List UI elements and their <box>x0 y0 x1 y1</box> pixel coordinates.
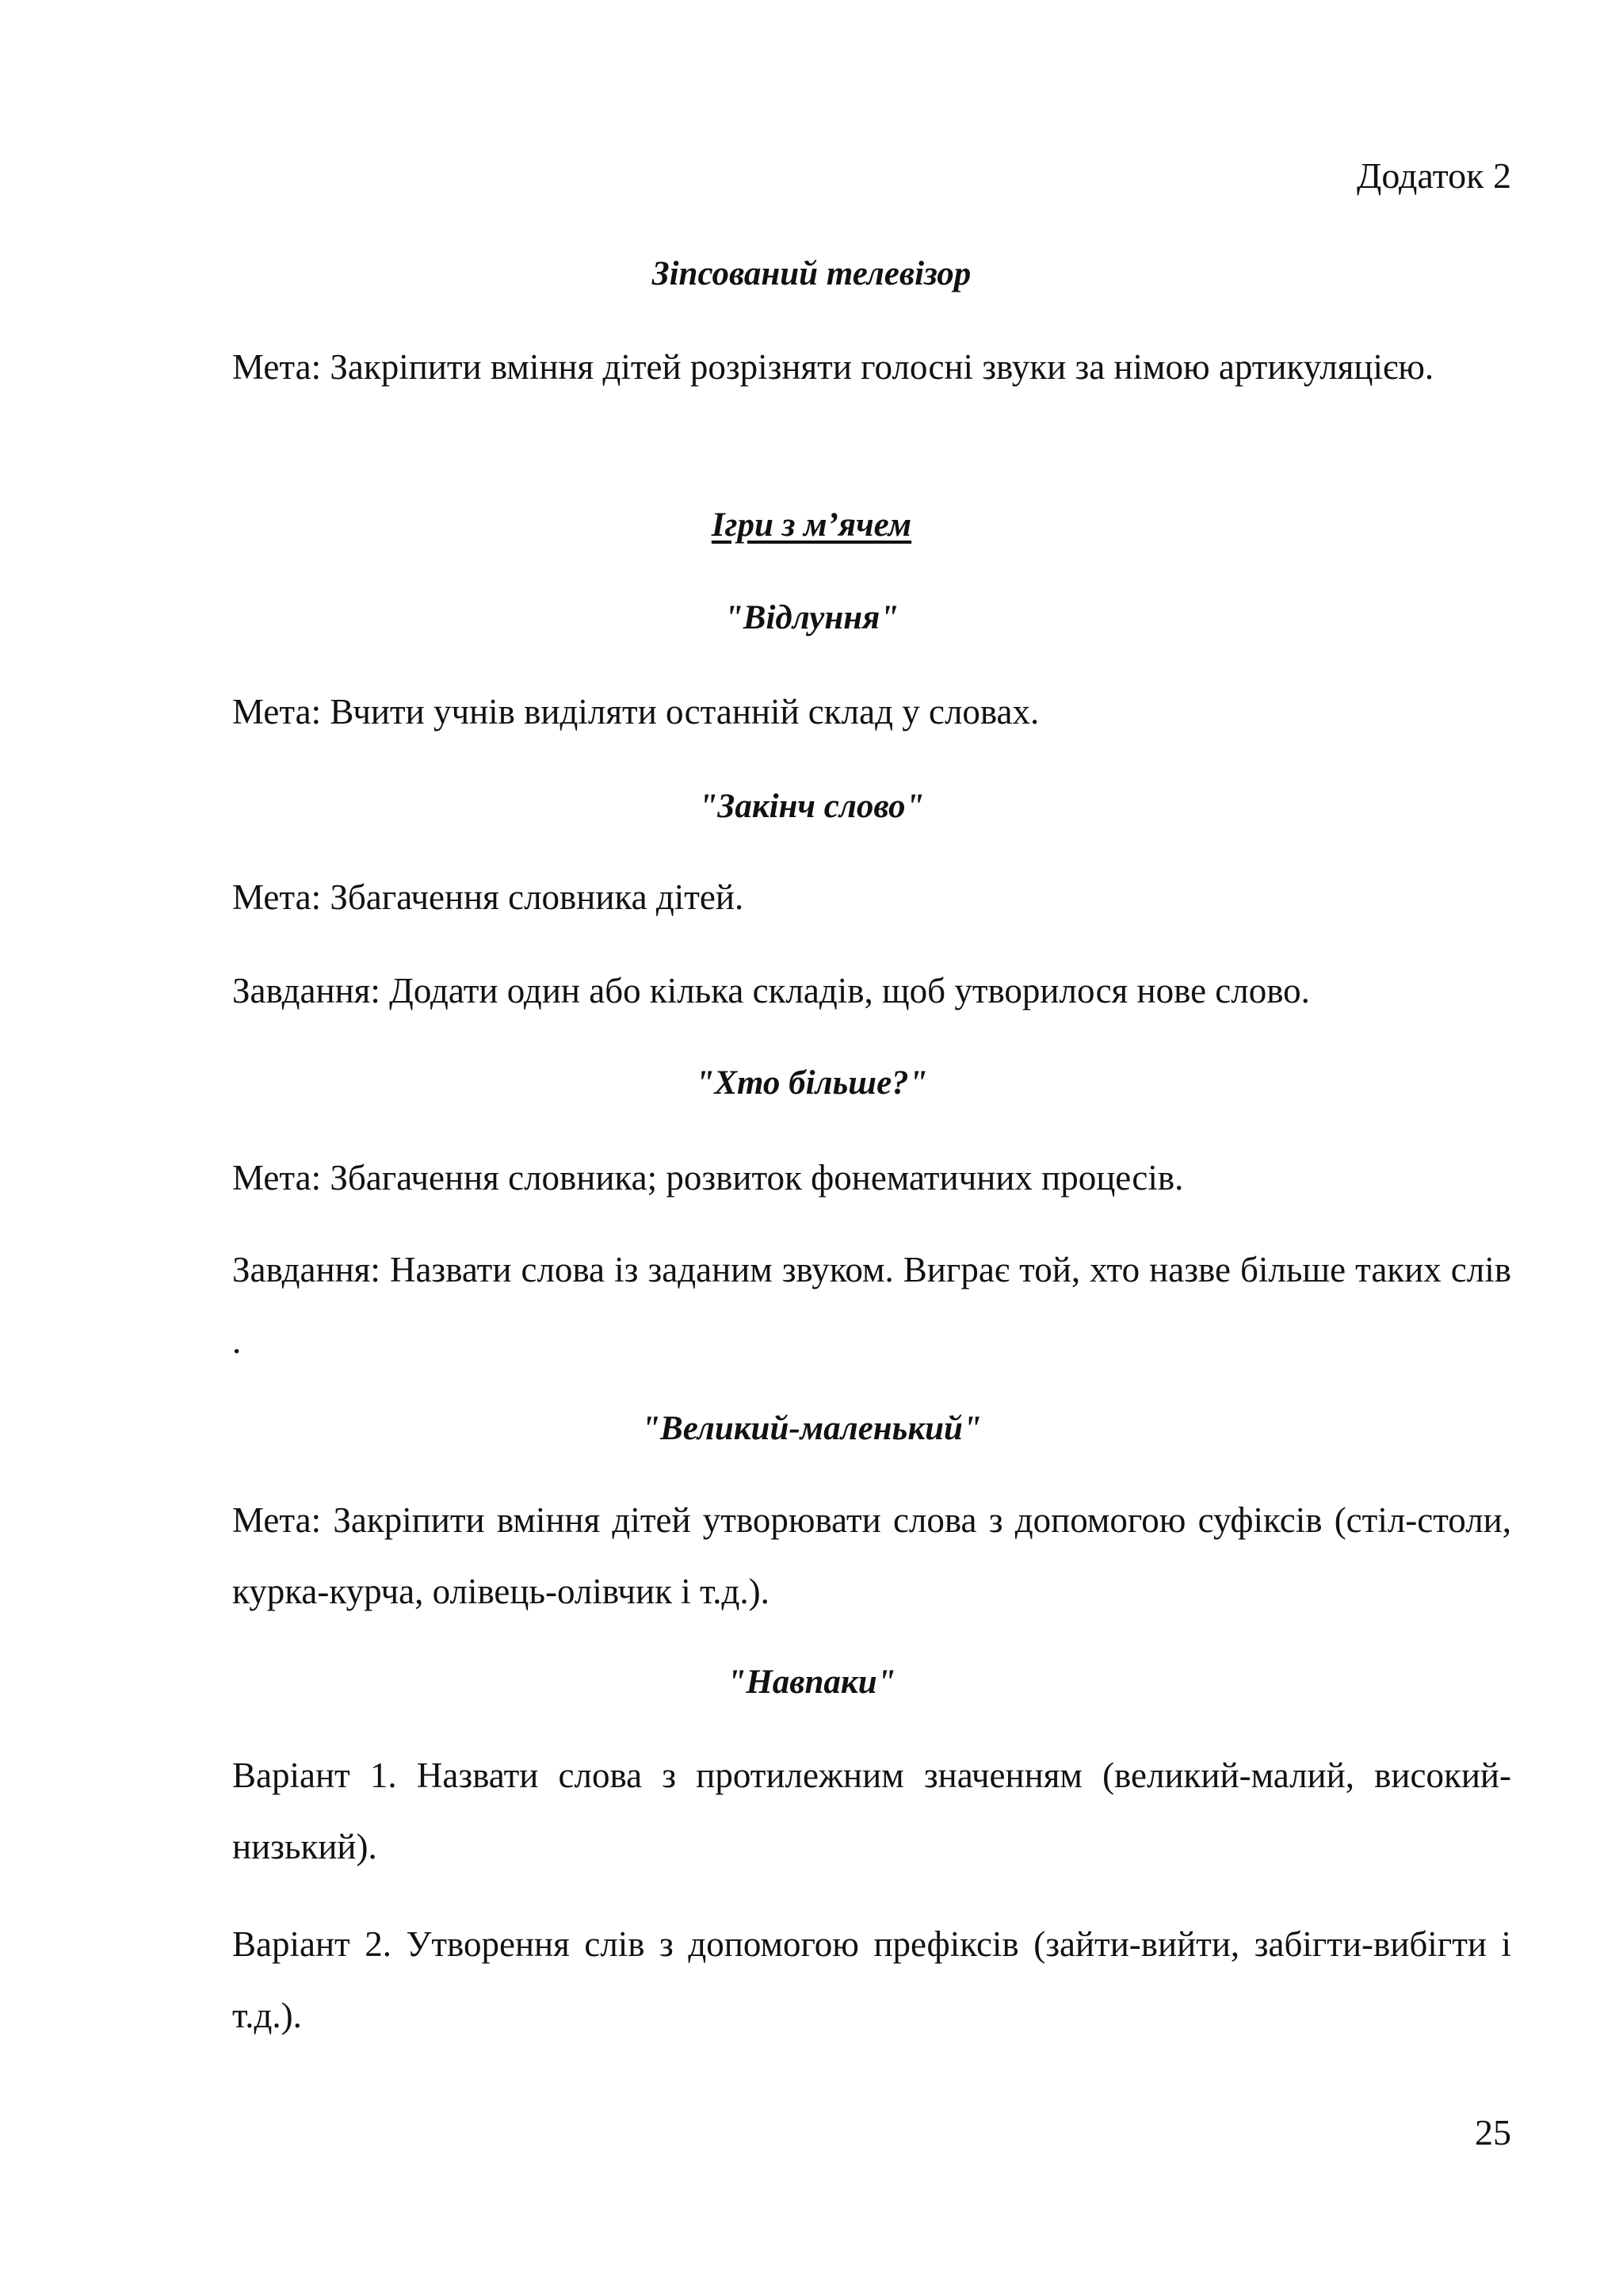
section-title-broken-tv: Зіпсований телевізор <box>651 255 972 292</box>
page-number: 25 <box>1475 2112 1511 2153</box>
section-title-echo: "Відлуння" <box>724 599 899 636</box>
paragraph-who-more-task: Завдання: Назвати слова із заданим звуком. Виграє той, хто назве більше таких слів . <box>232 1250 1511 1361</box>
appendix-label: Додаток 2 <box>1356 155 1511 196</box>
section-title-big-small: "Великий-маленький" <box>641 1410 982 1447</box>
paragraph-echo-goal: Мета: Вчити учнів виділяти останній склад у словах. <box>232 692 1040 732</box>
section-title-ball-games: Ігри з м’ячем <box>711 506 912 544</box>
paragraph-broken-tv-goal: Мета: Закріпити вміння дітей розрізняти голосні звуки за німою артикуляцією. <box>232 347 1434 387</box>
paragraph-finish-word-task: Завдання: Додати один або кілька складів, щоб утворилося нове слово. <box>232 971 1310 1010</box>
section-title-finish-word: "Закінч слово" <box>698 788 925 825</box>
paragraph-vice-versa-variant-2: Варіант 2. Утворення слів з допомогою префіксів (зайти-вийти, забігти-вибігти і т.д.). <box>232 1924 1511 2035</box>
paragraph-vice-versa-variant-1: Варіант 1. Назвати слова з протилежним значенням (великий-малий, високий-низький). <box>232 1755 1511 1866</box>
paragraph-finish-word-goal: Мета: Збагачення словника дітей. <box>232 877 744 917</box>
section-title-vice-versa: "Навпаки" <box>727 1664 896 1701</box>
paragraph-big-small-goal: Мета: Закріпити вміння дітей утворювати слова з допомогою суфіксів (стіл-столи, курка-курча, олівець-олівчик і т.д.). <box>232 1500 1511 1611</box>
section-title-who-more: "Хто більше?" <box>695 1064 928 1102</box>
paragraph-who-more-goal: Мета: Збагачення словника; розвиток фонематичних процесів. <box>232 1158 1184 1198</box>
